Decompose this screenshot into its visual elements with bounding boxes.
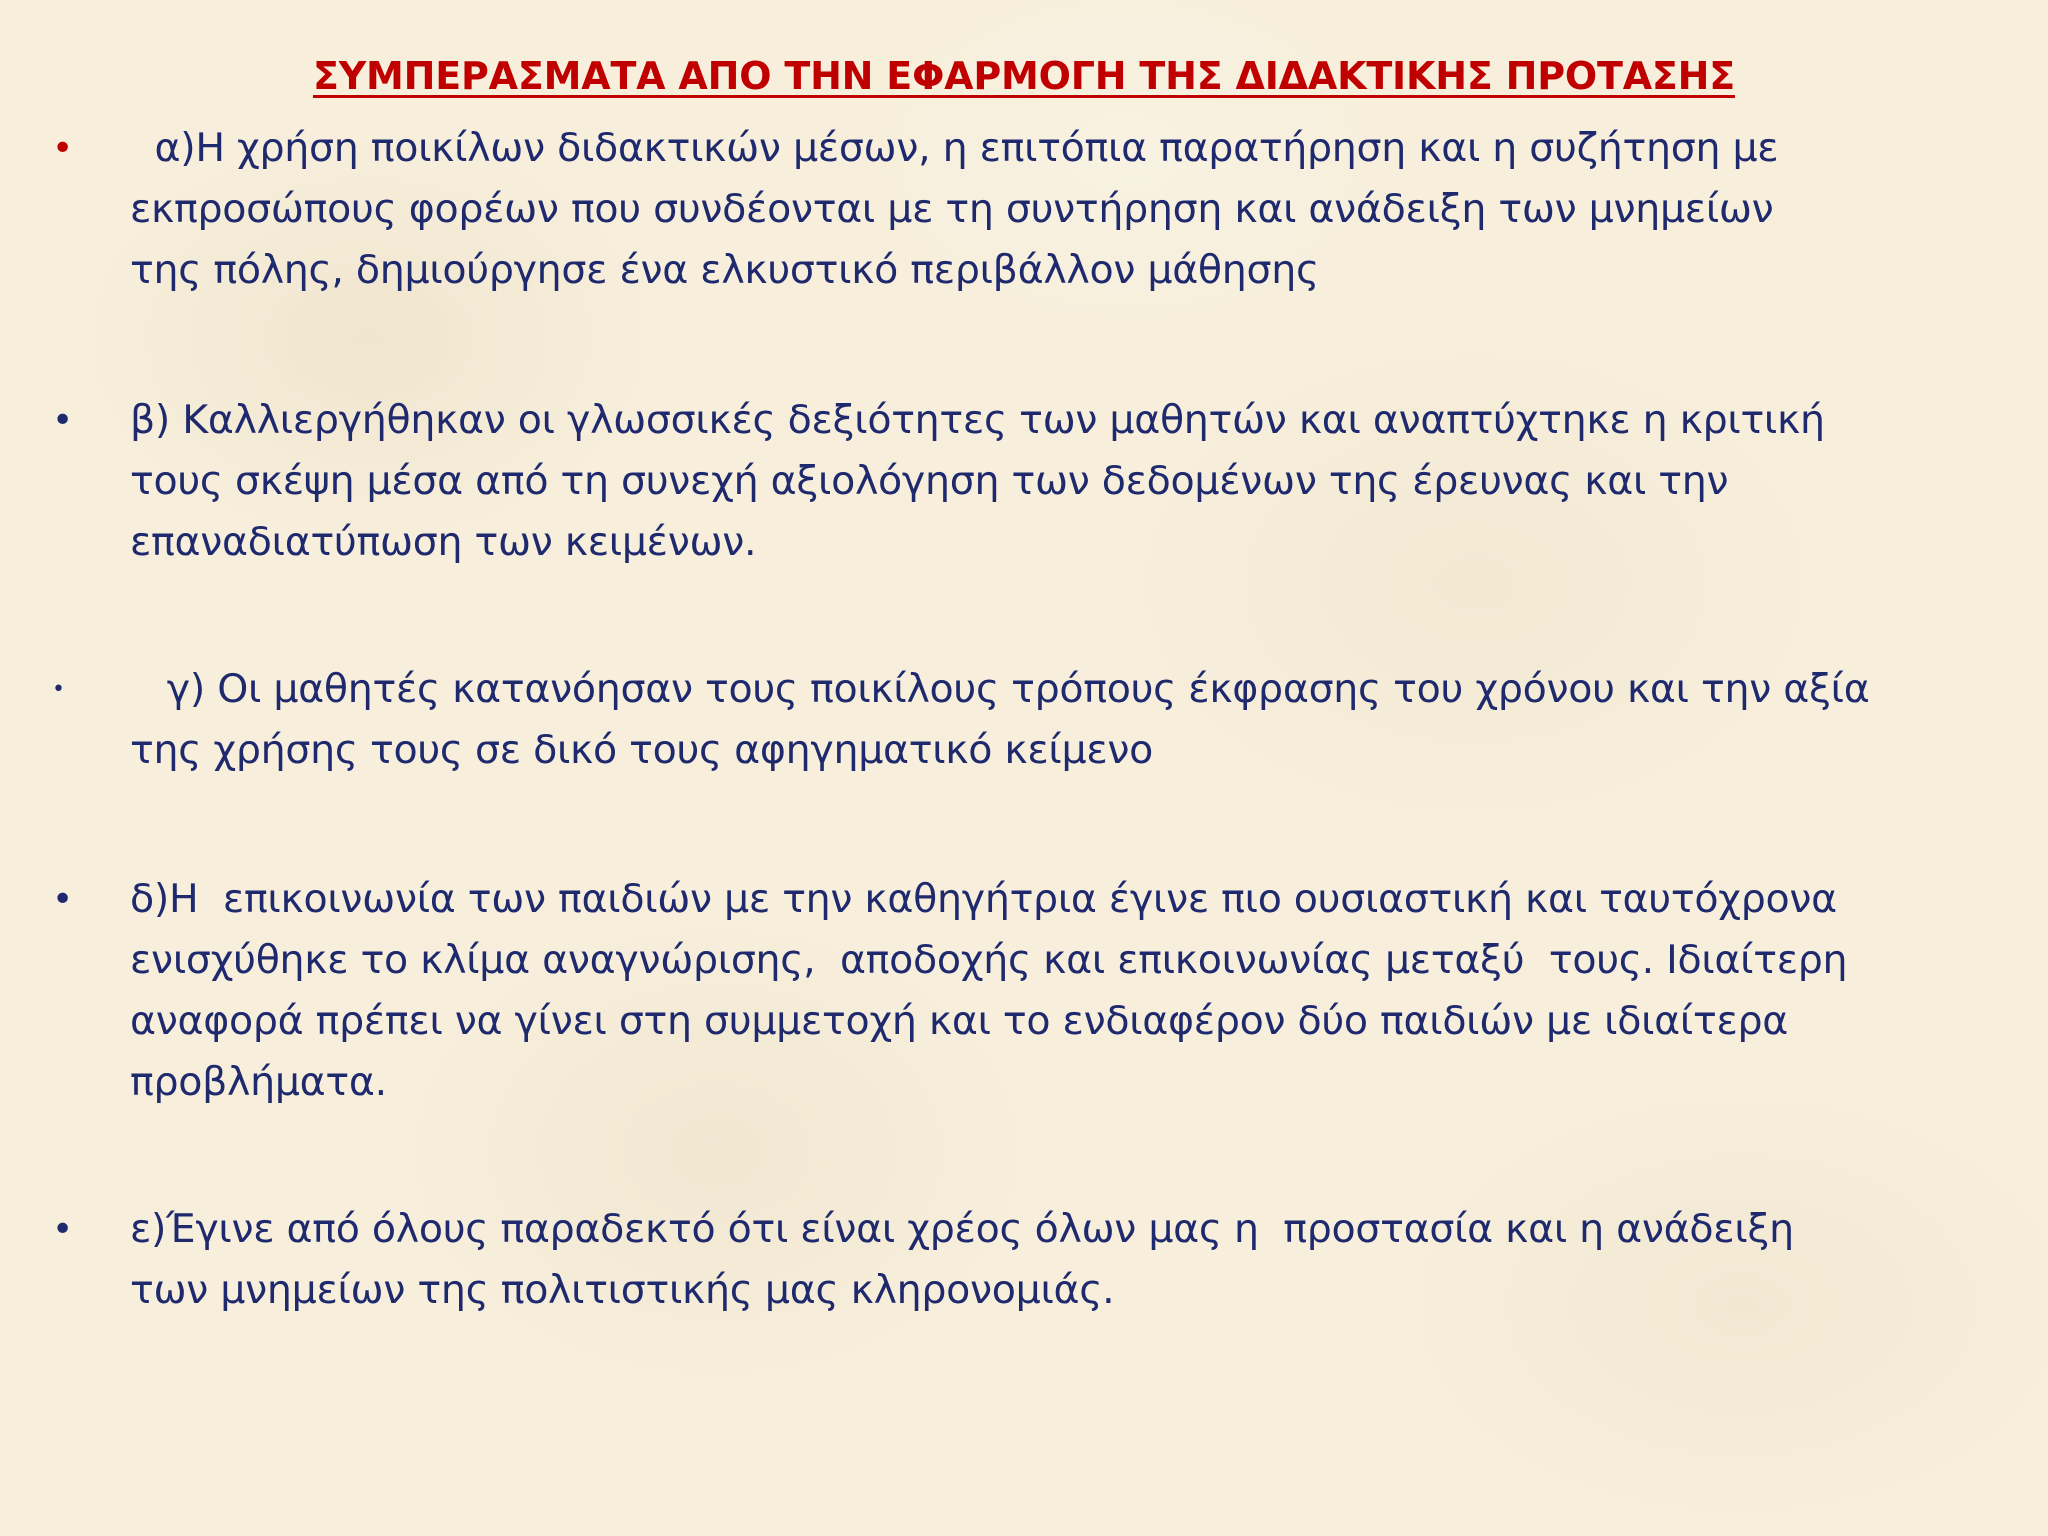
list-item-text: α)Η χρήση ποικίλων διδακτικών μέσων, η επιτόπια παρατήρηση και η συζήτηση με εκπροσώπους φορέων που συνδέονται με τη συντήρηση και ανάδειξη των μνημείων της πόλης, δημιούργησε ένα ελκυστικό περιβάλλον μάθησης	[130, 125, 1779, 293]
bullet-icon: •	[52, 400, 74, 441]
list-item-text: δ)Η επικοινωνία των παιδιών με την καθηγήτρια έγινε πιο ουσιαστική και ταυτόχρονα ενισχύθηκε το κλίμα αναγνώρισης, αποδοχής και επικοινωνίας μεταξύ τους. Ιδιαίτερη αναφορά πρέπει να γίνει στη συμμετοχή και το ενδιαφέρον δύο παιδιών με ιδιαίτερα προβλήματα.	[130, 876, 1848, 1105]
list-item-text: ε)Έγινε από όλους παραδεκτό ότι είναι χρέος όλων μας η προστασία και η ανάδειξη των μνημείων της πολιτιστικής μας κληρονομιάς.	[130, 1206, 1794, 1313]
bullet-icon: •	[52, 879, 74, 920]
list-item-text: γ) Οι μαθητές κατανόησαν τους ποικίλους τρόπους έκφρασης του χρόνου και την αξία της χρήσης τους σε δικό τους αφηγηματικό κείμενο	[130, 666, 1870, 773]
slide-title: ΣΥΜΠΕΡΑΣΜΑΤΑ ΑΠΟ ΤΗΝ ΕΦΑΡΜΟΓΗ ΤΗΣ ΔΙΔΑΚΤΙΚΗΣ ΠΡΟΤΑΣΗΣ	[312, 54, 1736, 98]
list-item-text: β) Καλλιεργήθηκαν οι γλωσσικές δεξιότητες των μαθητών και αναπτύχτηκε η κριτική τους σκέψη μέσα από τη συνεχή αξιολόγηση των δεδομένων της έρευνας και την επαναδιατύπωση των κειμένων.	[130, 397, 1825, 565]
bullet-icon: •	[52, 128, 74, 169]
bullet-icon: •	[52, 677, 65, 702]
bullet-icon: •	[52, 1209, 74, 1250]
